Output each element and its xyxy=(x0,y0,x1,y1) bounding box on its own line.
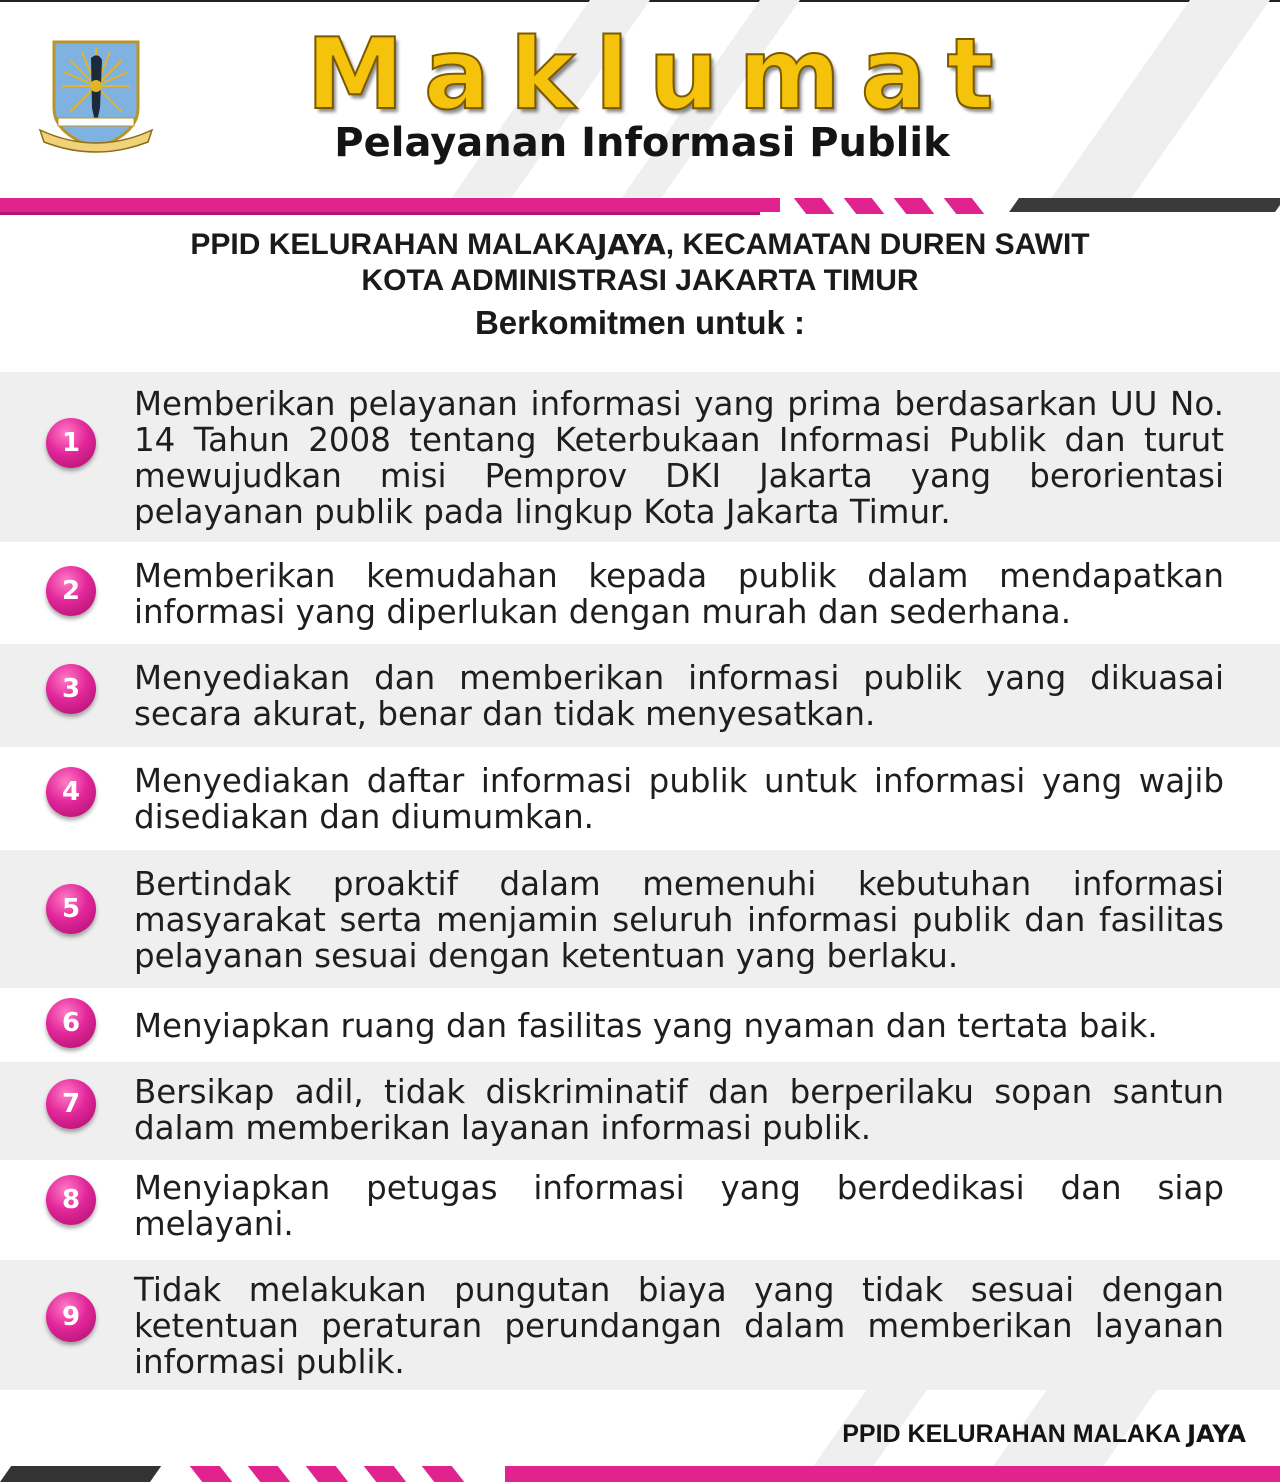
number-badge: 7 xyxy=(46,1079,96,1129)
number-badge: 9 xyxy=(46,1292,96,1342)
commitment-heading: Berkomitmen untuk : xyxy=(474,304,806,341)
commitment-item xyxy=(0,1062,1280,1160)
number-badge: 1 xyxy=(46,418,96,468)
org-name: PPID KELURAHAN MALAKA xyxy=(190,228,598,261)
dark-divider-bar xyxy=(1009,198,1280,212)
pink-chevron xyxy=(844,198,885,214)
number-badge: 6 xyxy=(46,998,96,1048)
commitment-text: Menyiapkan ruang dan fasilitas yang nyaman dan tertata baik. xyxy=(134,1007,1158,1045)
pink-chevron xyxy=(794,198,835,214)
commitment-item xyxy=(0,644,1280,747)
footer-pink-chevron xyxy=(190,1466,233,1482)
commitment-text: Memberikan kemudahan kepada publik dalam mendapatkan informasi yang diperlukan dengan murah dan sederhana. xyxy=(134,557,1224,631)
number-badge: 5 xyxy=(46,884,96,934)
footer-org: PPID KELURAHAN MALAKA xyxy=(842,1420,1188,1448)
number-badge: 3 xyxy=(46,664,96,714)
pink-chevron xyxy=(944,198,985,214)
organization-line-2: KOTA ADMINISTRASI JAKARTA TIMUR xyxy=(361,264,919,297)
footer-pink-chevron xyxy=(248,1466,291,1482)
commitment-text: Menyediakan dan memberikan informasi publik yang dikuasai secara akurat, benar dan tidak menyesatkan. xyxy=(134,659,1224,733)
page-subtitle: Pelayanan Informasi Publik xyxy=(334,120,950,166)
commitment-item xyxy=(0,542,1280,644)
commitment-text: Menyiapkan petugas informasi yang berdedikasi dan siap melayani. xyxy=(134,1169,1224,1243)
number-badge: 2 xyxy=(46,566,96,616)
footer-dark-bar xyxy=(0,1466,161,1482)
number-badge: 4 xyxy=(46,767,96,817)
footer-org-highlight: JAYA xyxy=(1187,1420,1246,1448)
commitment-item xyxy=(0,988,1280,1062)
footer-signature xyxy=(842,1420,1246,1449)
commitment-item xyxy=(0,747,1280,850)
footer-pink-chevron xyxy=(422,1466,465,1482)
commitment-text: Bertindak proaktif dalam memenuhi kebutuhan informasi masyarakat serta menjamin seluruh informasi publik dan fasilitas pelayanan sesuai dengan ketentuan yang berlaku. xyxy=(134,865,1224,975)
commitment-item xyxy=(0,1260,1280,1390)
number-badge: 8 xyxy=(46,1175,96,1225)
organization-line-1 xyxy=(0,228,1280,262)
commitment-text: Tidak melakukan pungutan biaya yang tidak sesuai dengan ketentuan peraturan perundangan dalam memberikan layanan informasi publik. xyxy=(134,1271,1224,1381)
pink-divider-bar xyxy=(0,198,780,212)
footer-pink-chevron xyxy=(364,1466,407,1482)
page-title: Maklumat xyxy=(306,18,1014,132)
org-name-highlight: JAYA xyxy=(597,228,666,261)
commitment-item xyxy=(0,372,1280,542)
commitment-text: Menyediakan daftar informasi publik untuk informasi yang wajib disediakan dan diumumkan. xyxy=(134,762,1224,836)
footer-pink-bar xyxy=(505,1466,1280,1482)
org-district: , KECAMATAN DUREN SAWIT xyxy=(665,228,1090,261)
footer-pink-chevron xyxy=(306,1466,349,1482)
pink-chevron xyxy=(894,198,935,214)
commitment-item xyxy=(0,1160,1280,1260)
commitment-text: Memberikan pelayanan informasi yang prima berdasarkan UU No. 14 Tahun 2008 tentang Keterbukaan Informasi Publik dan turut mewujudkan misi Pemprov DKI Jakarta yang berorientasi pelayanan publik pada lingkup Kota Jakarta Timur. xyxy=(134,385,1224,531)
commitment-text: Bersikap adil, tidak diskriminatif dan berperilaku sopan santun dalam memberikan layanan informasi publik. xyxy=(134,1073,1224,1147)
commitment-item xyxy=(0,850,1280,988)
pink-divider-shadow xyxy=(0,212,760,215)
